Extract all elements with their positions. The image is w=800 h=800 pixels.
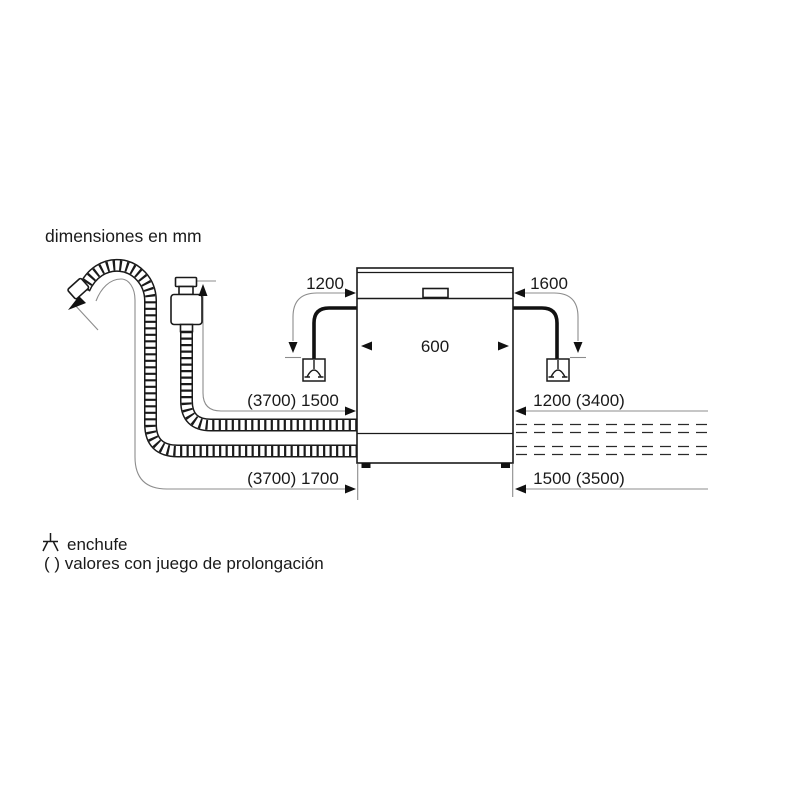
arrow-drain-right-left: [515, 485, 526, 494]
dim-curve-1600: [519, 293, 578, 341]
foot-right: [501, 463, 510, 468]
aquastop-collar: [179, 287, 193, 295]
cable-left: [314, 308, 357, 359]
arrow-1200-down: [289, 342, 298, 353]
hose-continuation-dashed: [516, 425, 707, 455]
dim-label-1600: 1600: [530, 274, 568, 293]
dim-label-supply-right: 1200 (3400): [533, 391, 625, 410]
socket-right: [547, 359, 569, 381]
aquastop-valve: [171, 278, 202, 332]
diagram-title: dimensiones en mm: [45, 226, 202, 246]
socket-left: [303, 359, 325, 381]
cable-right: [513, 308, 557, 359]
legend-parentheses-label: ( ) valores con juego de prolongación: [44, 554, 324, 573]
leader-drain-outlet: [74, 304, 98, 330]
arrow-drain-left-right: [345, 485, 356, 494]
dim-label-drain-left: (3700) 1700: [247, 469, 339, 488]
arrow-1200-right: [345, 289, 356, 298]
dim-label-supply-left: (3700) 1500: [247, 391, 339, 410]
dishwasher: [357, 268, 513, 468]
legend: [43, 533, 324, 573]
plug-icon: [43, 533, 58, 551]
dim-label-600: 600: [420, 337, 450, 356]
aquastop-outlet: [181, 325, 193, 332]
door-handle: [423, 289, 448, 298]
arrow-aquastop-up: [199, 284, 208, 296]
arrow-1600-down: [574, 342, 583, 353]
arrow-supply-left-right: [345, 407, 356, 416]
aquastop-body: [171, 295, 202, 325]
dim-label-drain-right: 1500 (3500): [533, 469, 625, 488]
legend-plug-label: enchufe: [67, 535, 128, 554]
aquastop-cap: [176, 278, 197, 287]
foot-left: [362, 463, 371, 468]
dim-label-1200: 1200: [306, 274, 344, 293]
arrow-1600-left: [514, 289, 525, 298]
arrow-supply-right-left: [515, 407, 526, 416]
dim-curve-1200: [293, 293, 351, 341]
